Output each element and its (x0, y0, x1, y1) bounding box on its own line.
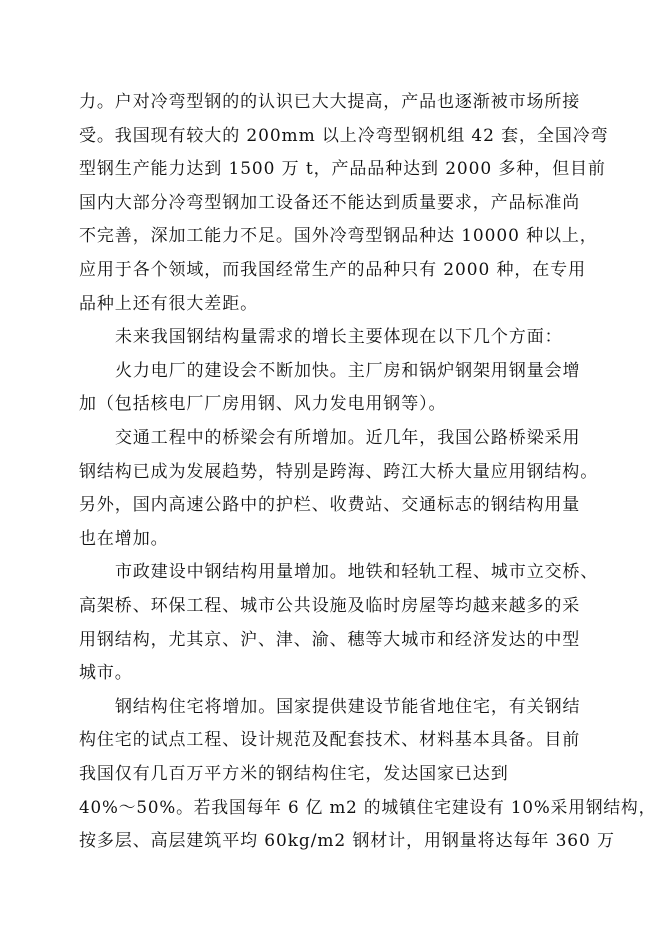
text-line: 用钢结构，尤其京、沪、津、渝、穗等大城市和经济发达的中型 (79, 630, 581, 650)
text-line: 钢结构已成为发展趋势，特别是跨海、跨江大桥大量应用钢结构。 (79, 462, 599, 482)
text-line: 城市。 (79, 663, 133, 683)
text-line: 加（包括核电厂厂房用钢、风力发电用钢等）。 (79, 394, 447, 414)
text-line: 高架桥、环保工程、城市公共设施及临时房屋等均越来越多的采 (79, 596, 581, 616)
text-line: 型钢生产能力达到 1500 万 t，产品品种达到 2000 多种，但目前 (79, 159, 606, 179)
text-line: 40%～50%。若我国每年 6 亿 m2 的城镇住宅建设有 10%采用钢结构， (79, 798, 657, 818)
text-line: 构住宅的试点工程、设计规范及配套技术、材料基本具备。目前 (79, 730, 581, 750)
paragraph-first-line: 火力电厂的建设会不断加快。主厂房和锅炉钢架用钢量会增 (115, 361, 581, 381)
paragraph-first-line: 钢结构住宅将增加。国家提供建设节能省地住宅，有关钢结 (115, 697, 581, 717)
text-line: 国内大部分冷弯型钢加工设备还不能达到质量要求，产品标准尚 (79, 193, 581, 213)
text-line: 力。户对冷弯型钢的的认识已大大提高，产品也逐渐被市场所接 (79, 92, 581, 112)
text-line: 按多层、高层建筑平均 60kg/m2 钢材计，用钢量将达每年 360 万 (79, 831, 615, 851)
text-line: 我国仅有几百万平方米的钢结构住宅，发达国家已达到 (79, 764, 509, 784)
text-line: 受。我国现有较大的 200mm 以上冷弯型钢机组 42 套，全国冷弯 (79, 126, 609, 146)
text-line: 应用于各个领域，而我国经常生产的品种只有 2000 种，在专用 (79, 260, 586, 280)
paragraph-first-line: 交通工程中的桥梁会有所增加。近几年，我国公路桥梁采用 (115, 428, 581, 448)
text-line: 也在增加。 (79, 529, 169, 549)
text-line: 品种上还有很大差距。 (79, 294, 258, 314)
paragraph-first-line: 未来我国钢结构量需求的增长主要体现在以下几个方面： (115, 327, 563, 347)
paragraph-first-line: 市政建设中钢结构用量增加。地铁和轻轨工程、城市立交桥、 (115, 562, 599, 582)
text-line: 另外，国内高速公路中的护栏、收费站、交通标志的钢结构用量 (79, 495, 581, 515)
text-line: 不完善，深加工能力不足。国外冷弯型钢品种达 10000 种以上， (79, 226, 598, 246)
